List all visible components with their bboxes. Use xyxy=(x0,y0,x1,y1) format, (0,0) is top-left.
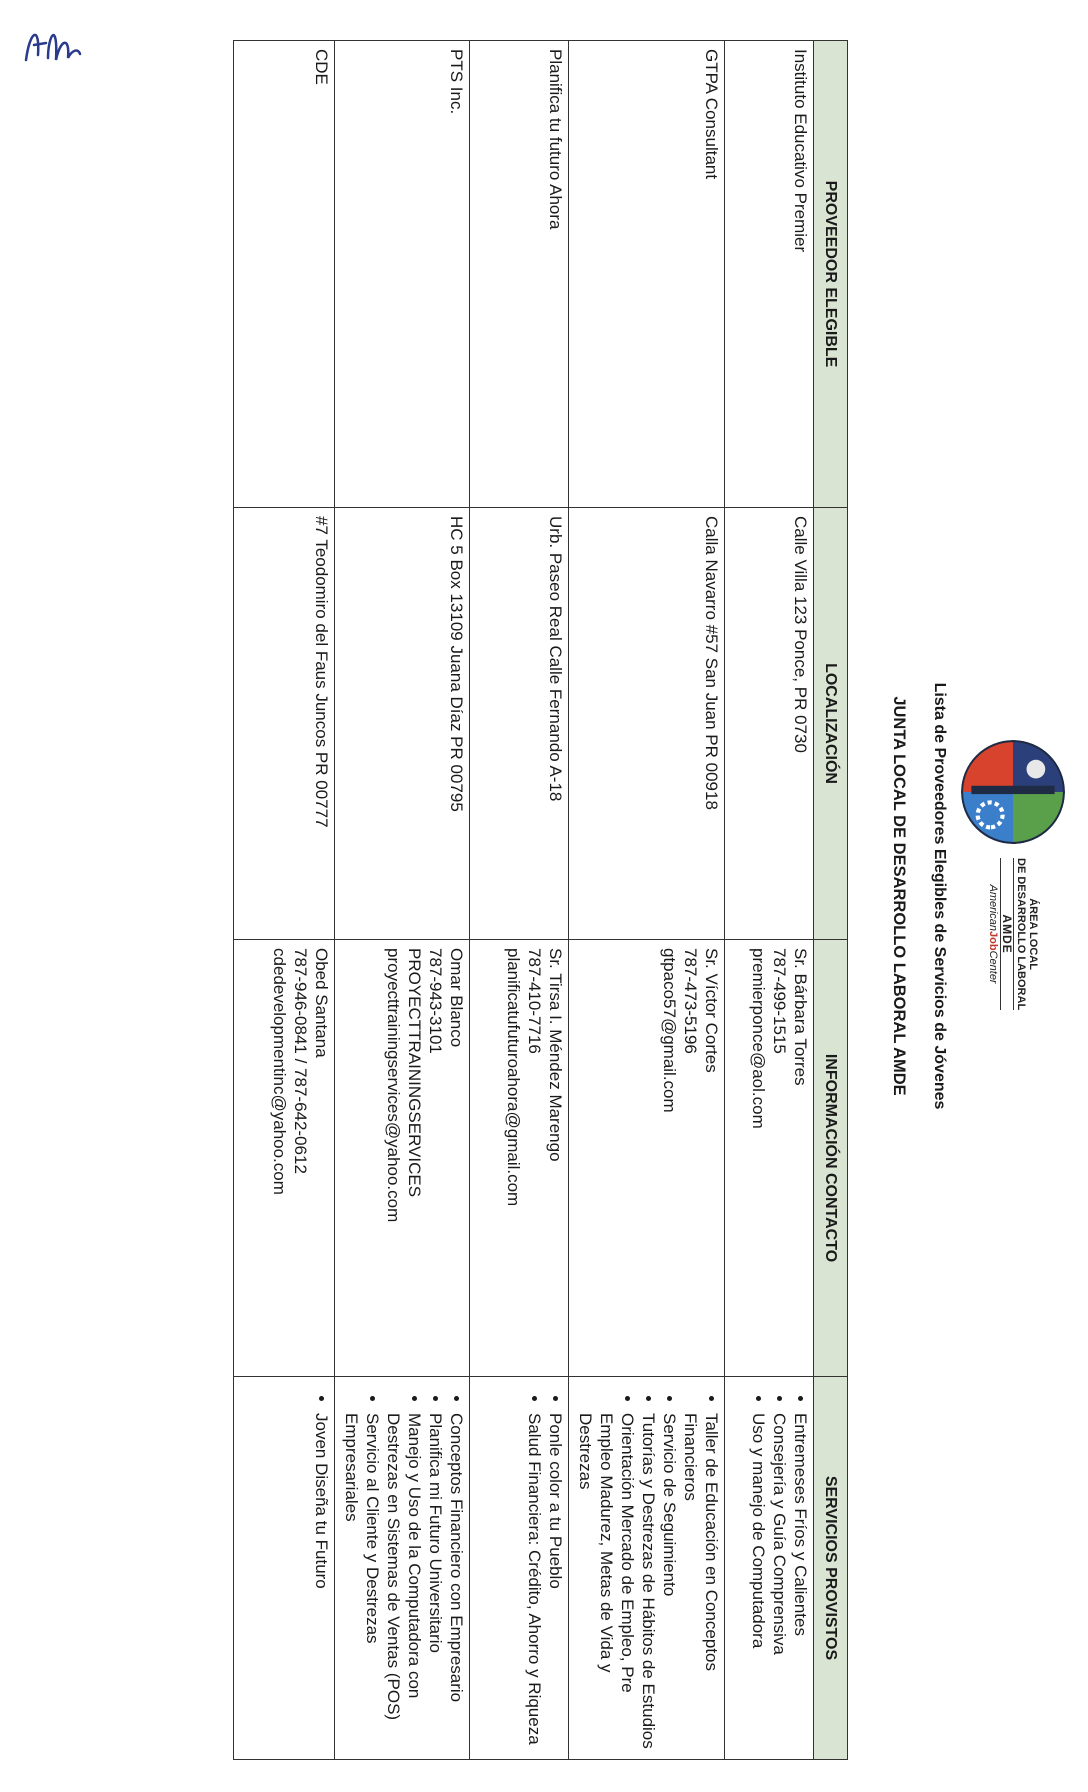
contact-name: Sr. Bárbara Torres xyxy=(791,948,810,1086)
provider-cell: CDE xyxy=(234,41,335,508)
contact-name: Sr. Víctor Cortes xyxy=(702,948,721,1073)
contact-cell xyxy=(569,940,725,1377)
table-row xyxy=(725,41,814,1760)
service-item: • Servicio al Cliente y Destrezas Empresariales xyxy=(341,1413,383,1751)
contact-cell xyxy=(725,940,814,1377)
services-cell xyxy=(470,1377,569,1760)
location-cell: Calle Villa 123 Ponce, PR 0730 xyxy=(725,508,814,940)
contact-cell xyxy=(335,940,470,1377)
header-location: LOCALIZACIÓN xyxy=(814,508,848,940)
contact-cell xyxy=(470,940,569,1377)
contact-phone: 787-499-1515 xyxy=(770,948,789,1054)
service-item: • Orientación Mercado de Empleo, Pre Empleo Madurez, Metas de Vida y Destrezas xyxy=(575,1413,638,1751)
contact-phone: 787-943-3101 xyxy=(426,948,445,1054)
contact-email: planificatufuturoahora@gmail.com xyxy=(504,948,523,1207)
service-item: • Salud Financiera: Crédito, Ahorro y Riqueza xyxy=(524,1413,545,1751)
providers-table xyxy=(233,40,848,1760)
logo-line-2: DE DESARROLLO LABORAL xyxy=(1015,858,1027,1011)
table-row xyxy=(234,41,335,1760)
contact-email: proyecttrainingservices@yahoo.com xyxy=(384,948,403,1223)
location-cell: #7 Teodomiro del Faus Juncos PR 00777 xyxy=(234,508,335,940)
providers-table-wrap xyxy=(233,40,848,1760)
contact-email: gtpaco57@gmail.com xyxy=(660,948,679,1113)
contact-name: Obed Santana xyxy=(312,948,331,1058)
services-cell xyxy=(335,1377,470,1760)
location-cell: Urb. Paseo Real Calle Fernando A-18 xyxy=(470,508,569,940)
contact-email: cdedevelopmentinc@yahoo.com xyxy=(270,948,289,1195)
ajc-suffix: Center xyxy=(987,950,999,984)
service-item: • Tutorías y Destrezas de Hábitos de Estudios xyxy=(638,1413,659,1751)
services-cell xyxy=(234,1377,335,1760)
table-row xyxy=(470,41,569,1760)
service-item: • Planifica mi Futuro Universitario xyxy=(425,1413,446,1751)
provider-cell: PTS Inc. xyxy=(335,41,470,508)
contact-email: premierponce@aol.com xyxy=(749,948,768,1129)
contact-phone: 787-946-0841 / 787-642-0612 xyxy=(291,948,310,1174)
services-list xyxy=(341,1385,467,1751)
ajc-job: Job xyxy=(987,931,999,951)
services-cell xyxy=(725,1377,814,1760)
service-item: • Servicio de Seguimiento xyxy=(659,1413,680,1751)
service-item: • Joven Diseña tu Futuro xyxy=(311,1413,332,1751)
header-services: SERVICIOS PROVISTOS xyxy=(814,1377,848,1760)
page-subtitle: JUNTA LOCAL DE DESARROLLO LABORAL AMDE xyxy=(890,696,908,1096)
location-cell: Calla Navarro #57 San Juan PR 00918 xyxy=(569,508,725,940)
page-title: Lista de Proveedores Elegibles de Servicios de Jóvenes xyxy=(931,682,948,1110)
services-list xyxy=(524,1385,566,1751)
contact-phone: 787-473-5196 xyxy=(681,948,700,1054)
service-item: • Uso y manejo de Computadora xyxy=(748,1413,769,1751)
provider-cell: Planifica tu futuro Ahora xyxy=(470,41,569,508)
contact-cell xyxy=(234,940,335,1377)
header-provider: PROVEEDOR ELEGIBLE xyxy=(814,41,848,508)
american-job-center xyxy=(987,858,999,1010)
provider-cell: GTPA Consultant xyxy=(569,41,725,508)
contact-company: PROYECTTRAININGSERVICES xyxy=(405,948,424,1198)
location-cell: HC 5 Box 13109 Juana Díaz PR 00795 xyxy=(335,508,470,940)
amde-logo-icon xyxy=(961,740,1065,844)
services-list xyxy=(748,1385,811,1751)
logo-line-3: AMDE xyxy=(1000,858,1014,1010)
services-list xyxy=(575,1385,722,1751)
table-row xyxy=(335,41,470,1760)
ajc-prefix: American xyxy=(987,884,999,932)
contact-phone: 787-410-7716 xyxy=(525,948,544,1054)
table-header-row xyxy=(814,41,848,1760)
contact-name: Sr. Tirsa I. Méndez Marengo xyxy=(546,948,565,1162)
logo-line-1: ÁREA LOCAL xyxy=(1027,898,1039,970)
provider-cell: Instituto Educativo Premier xyxy=(725,41,814,508)
service-item: • Entremeses Fríos y Calientes xyxy=(790,1413,811,1751)
signature-mark xyxy=(18,10,88,80)
logo-wordmark xyxy=(987,858,1039,1010)
services-cell xyxy=(569,1377,725,1760)
table-row xyxy=(569,41,725,1760)
service-item: • Ponle color a tu Pueblo xyxy=(545,1413,566,1751)
contact-name: Omar Blanco xyxy=(447,948,466,1048)
header-contact: INFORMACIÓN CONTACTO xyxy=(814,940,848,1377)
service-item: • Conceptos Financiero con Empresario xyxy=(446,1413,467,1751)
service-item: • Taller de Educación en Conceptos Financieros xyxy=(680,1413,722,1751)
services-list xyxy=(311,1385,332,1751)
amde-logo xyxy=(958,740,1068,1070)
service-item: • Manejo y Uso de la Computadora con Destrezas en Sistemas de Ventas (POS) xyxy=(383,1413,425,1751)
service-item: • Consejería y Guía Comprensiva xyxy=(769,1413,790,1751)
